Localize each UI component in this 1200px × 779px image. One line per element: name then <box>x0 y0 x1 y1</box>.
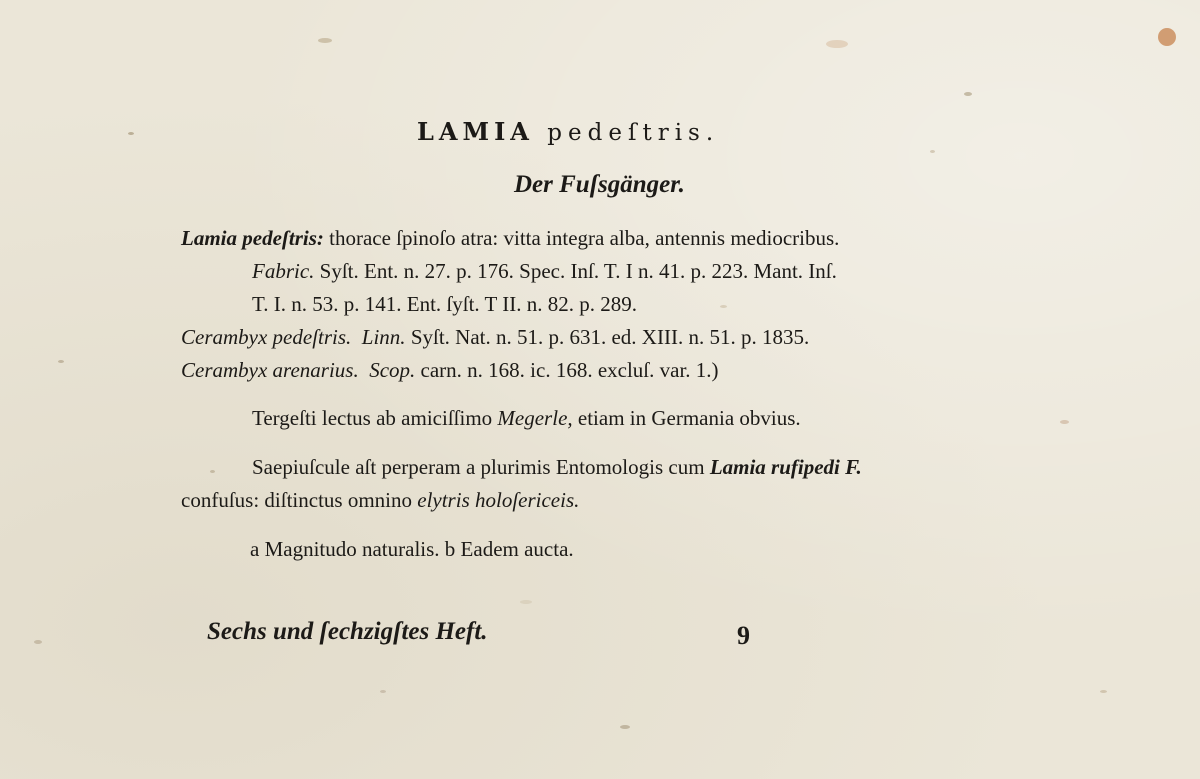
paragraph-locality <box>252 408 801 429</box>
title <box>417 117 720 146</box>
fabric-text: Syſt. Ent. n. 27. p. 176. Spec. Inſ. T. I n. 41. p. 223. Mant. Inſ. <box>319 259 837 283</box>
confusion-before: Saepiuſcule aſt perperam a plurimis Entomologis cum <box>252 455 705 479</box>
locality-after: etiam in Germania obvius. <box>577 406 801 430</box>
cerambyx-arenarius-ref: carn. n. 168. ic. 168. excluſ. var. 1.) <box>420 358 719 382</box>
paragraph-confusion-line1 <box>252 457 862 478</box>
distinction-before: confuſus: diſtinctus omnino <box>181 488 412 512</box>
cerambyx-arenarius-name: Cerambyx arenarius. <box>181 358 359 382</box>
title-species: pedeſtris. <box>547 120 720 146</box>
synonym-line-cerambyx-arenarius <box>181 360 719 381</box>
scop-author: Scop. <box>369 358 416 382</box>
lamia-diagnosis: thorace ſpinoſo atra: vitta integra alba, antennis mediocribus. <box>329 226 840 250</box>
signature-mark: Sechs und ſechzigſtes Heft. <box>207 618 488 645</box>
synonym-line-cerambyx-pedestris <box>181 327 809 348</box>
synonym-line-fabric-cont: T. I. n. 53. p. 141. Ent. ſyſt. T II. n. 82. p. 289. <box>252 292 637 316</box>
locality-before: Tergeſti lectus ab amiciſſimo <box>252 406 493 430</box>
synonym-line-lamia <box>181 228 839 249</box>
lamia-name: Lamia pedeſtris: <box>181 226 324 250</box>
linn-author: Linn. <box>361 325 406 349</box>
title-genus: LAMIA <box>417 117 534 146</box>
distinction-italic: elytris holoſericeis. <box>417 488 580 512</box>
subtitle: Der Fuſsgänger. <box>514 171 685 198</box>
cerambyx-pedestris-name: Cerambyx pedeſtris. <box>181 325 352 349</box>
synonym-line-fabric <box>252 261 837 282</box>
figure-caption: a Magnitudo naturalis. b Eadem aucta. <box>250 537 574 561</box>
page-number: 9 <box>737 621 750 650</box>
confusion-name: Lamia rufipedi F. <box>709 455 862 479</box>
collector-name: Megerle, <box>497 406 573 430</box>
paragraph-confusion-line2 <box>181 490 579 511</box>
cerambyx-pedestris-ref: Syſt. Nat. n. 51. p. 631. ed. XIII. n. 51. p. 1835. <box>410 325 810 349</box>
fabric-label: Fabric. <box>252 259 315 283</box>
